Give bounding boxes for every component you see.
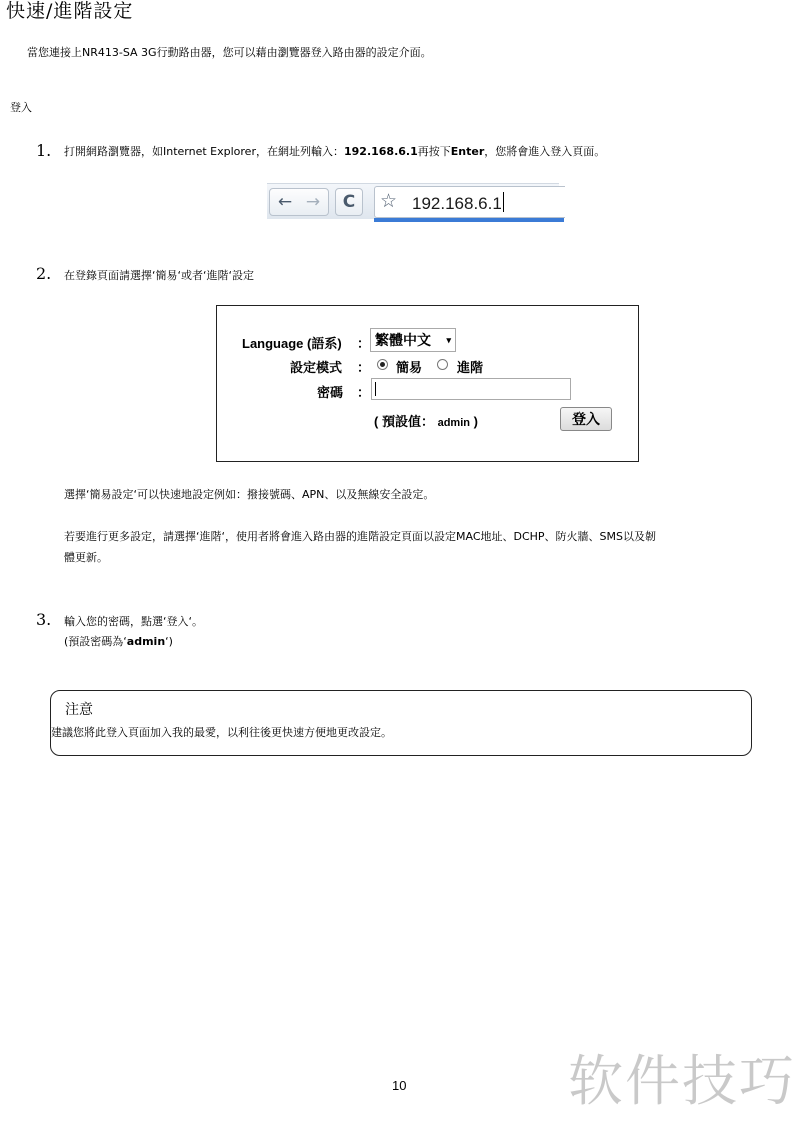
advanced-setting-paragraph: 若要進行更多設定，請選擇‘進階‘，使用者將會進入路由器的進階設定頁面以設定MAC地址、DCHP、防火牆、SMS以及韌 [64, 530, 657, 543]
back-arrow-icon[interactable]: ← [277, 192, 293, 212]
password-label: 密碼 [317, 385, 344, 400]
address-url [412, 192, 504, 214]
mode-colon: ： [357, 360, 371, 375]
login-button[interactable]: 登入 [560, 407, 612, 431]
address-underline [374, 218, 564, 222]
language-value: 繁體中文 [375, 332, 431, 348]
step3-default-prefix: (預設密碼為‘ [64, 635, 127, 648]
step3-text: 輸入您的密碼，點選‘登入‘。 [64, 615, 203, 628]
default-prefix: ( 預設值： [374, 414, 434, 429]
password-colon: ： [357, 385, 371, 400]
star-icon[interactable]: ☆ [380, 190, 398, 212]
chevron-down-icon: ▾ [446, 335, 451, 345]
text-caret [503, 192, 504, 212]
page-title: 快速/進階設定 [6, 0, 134, 22]
note-box [50, 690, 752, 756]
step1-text-b: 再按下 [417, 145, 451, 158]
password-field[interactable] [371, 378, 571, 400]
step3-default-password [64, 633, 173, 649]
language-label: Language (語系) [242, 336, 342, 351]
mode-advanced-label[interactable]: 進階 [457, 360, 484, 375]
advanced-setting-paragraph-cont: 體更新。 [64, 551, 108, 564]
language-colon: ： [357, 336, 371, 351]
step3-number: 3. [36, 610, 52, 629]
step1-text-a: 打開網路瀏覽器，如Internet Explorer，在網址列輸入： [64, 145, 344, 158]
mode-label: 設定模式 [290, 360, 343, 375]
step1-ip: 192.168.6.1 [343, 145, 418, 158]
watermark: 软件技巧 [568, 1049, 797, 1113]
step1-text [64, 143, 605, 159]
intro-paragraph: 當您連接上NR413-SA 3G行動路由器，您可以藉由瀏覽器登入路由器的設定介面。 [27, 46, 432, 59]
language-select[interactable] [370, 328, 456, 352]
login-form-image [216, 305, 639, 462]
step2-number: 2. [36, 264, 52, 283]
simple-setting-paragraph: 選擇‘簡易設定‘可以快速地設定例如：撥接號碼、APN、以及無線安全設定。 [64, 488, 435, 501]
default-suffix: ) [473, 414, 478, 429]
step3-default-value: admin [126, 635, 166, 648]
reload-icon[interactable]: C [335, 188, 363, 216]
mode-simple-label[interactable]: 簡易 [396, 360, 423, 375]
mode-simple-radio[interactable] [377, 359, 388, 370]
step3-default-suffix: ‘) [165, 635, 173, 648]
step1-number: 1. [36, 141, 52, 160]
note-text: 建議您將此登入頁面加入我的最愛，以利往後更快速方便地更改設定。 [51, 726, 392, 739]
note-title: 注意 [65, 702, 93, 718]
default-value-hint [374, 411, 478, 430]
back-forward-group[interactable] [269, 188, 329, 216]
step2-text: 在登錄頁面請選擇‘簡易‘或者‘進階‘設定 [64, 269, 254, 282]
step1-key: Enter [450, 145, 485, 158]
page-number: 10 [392, 1078, 407, 1093]
default-value: admin [437, 417, 470, 429]
step1-text-c: ，您將會進入登入頁面。 [484, 145, 606, 158]
browser-toolbar-image [267, 183, 559, 223]
url-text: 192.168.6.1 [412, 194, 502, 213]
address-bar[interactable] [374, 186, 565, 218]
login-heading: 登入 [10, 101, 32, 114]
mode-advanced-radio[interactable] [437, 359, 448, 370]
forward-arrow-icon[interactable]: → [305, 192, 321, 212]
